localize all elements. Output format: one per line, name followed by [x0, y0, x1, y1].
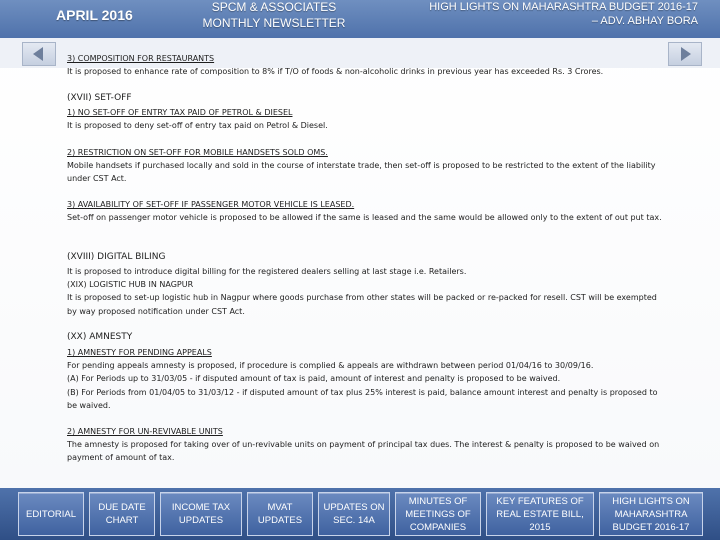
amnesty-item-1-point-a: (A) For Periods up to 31/03/05 - if disputed amount of tax is paid, amount of interest and penalty is proposed to be waived. [67, 374, 561, 384]
digital-billing-title: (XVIII) DIGITAL BILING [67, 252, 166, 262]
newsletter-date: APRIL 2016 [56, 7, 133, 23]
amnesty-item-1-point-b: (B) For Periods from 01/04/05 to 31/03/12 - if disputed amount of tax plus 25% interest is paid, balance amount interest and penalty is proposed to be waived. [67, 387, 658, 410]
nav-button-mvat-updates[interactable]: MVAT UPDATES [247, 492, 313, 536]
composition-text: It is proposed to enhance rate of composition to 8% if T/O of foods & non-alcoholic drinks in previous year has exceeded Rs. 3 Crores. [67, 67, 604, 77]
topic-title: HIGH LIGHTS ON MAHARASHTRA BUDGET 2016-17 [429, 1, 698, 13]
setoff-item-1-text: It is proposed to deny set-off of entry tax paid on Petrol & Diesel. [67, 121, 328, 131]
digital-billing-section [67, 265, 667, 318]
newsletter-label: MONTHLY NEWSLETTER [202, 16, 346, 30]
arrow-right-icon [681, 47, 691, 61]
nav-button-editorial[interactable]: EDITORIAL [18, 492, 84, 536]
page-topic [364, 0, 698, 28]
setoff-item-3-text: Set-off on passenger motor vehicle is proposed to be allowed if the same is leased and the same would be allowed only to the extent of out put tax. [67, 213, 662, 223]
nav-button-real-estate-bill[interactable]: KEY FEATURES OF REAL ESTATE BILL, 2015 [486, 492, 594, 536]
arrow-left-icon [33, 47, 43, 61]
composition-heading: 3) COMPOSITION FOR RESTAURANTS [67, 54, 215, 63]
next-page-button[interactable] [668, 42, 702, 66]
logistic-hub-title: (XIX) LOGISTIC HUB IN NAGPUR [67, 280, 194, 290]
nav-button-minutes-of-meetings[interactable]: MINUTES OF MEETINGS OF COMPANIES [395, 492, 481, 536]
amnesty-item-2-heading: 2) AMNESTY FOR UN-REVIVABLE UNITS [67, 427, 223, 436]
setoff-item-2-heading: 2) RESTRICTION ON SET-OFF FOR MOBILE HANDSETS SOLD OMS. [67, 148, 328, 157]
setoff-item-3-heading: 3) AVAILABILITY OF SET-OFF IF PASSENGER MOTOR VEHICLE IS LEASED. [67, 200, 355, 209]
previous-page-button[interactable] [22, 42, 56, 66]
amnesty-item-2 [67, 425, 667, 465]
setoff-title: (XVII) SET-OFF [67, 93, 132, 103]
firm-title [196, 0, 352, 31]
setoff-item-3 [67, 198, 667, 224]
nav-button-sec-14a[interactable]: UPDATES ON SEC. 14A [318, 492, 390, 536]
logistic-hub-text: It is proposed to set-up logistic hub in Nagpur where goods purchase from other states will be packed or re-packed for resell. CST will be exempted by way proposed notification under CST Act. [67, 293, 657, 316]
setoff-item-1 [67, 106, 667, 132]
amnesty-item-1-text: For pending appeals amnesty is proposed, if procedure is complied & appeals are withdrawn between period 01/04/16 to 30/09/16. [67, 361, 594, 371]
firm-name: SPCM & ASSOCIATES [211, 0, 337, 14]
composition-section [67, 52, 667, 78]
digital-billing-text: It is proposed to introduce digital billing for the registered dealers selling at last stage i.e. Retailers. [67, 267, 467, 276]
nav-button-income-tax-updates[interactable]: INCOME TAX UPDATES [160, 492, 242, 536]
amnesty-title: (XX) AMNESTY [67, 332, 133, 342]
setoff-item-2 [67, 146, 667, 186]
nav-button-due-date-chart[interactable]: DUE DATE CHART [89, 492, 155, 536]
amnesty-item-2-text: The amnesty is proposed for taking over of un-revivable units on payment of principal tax dues. The interest & penalty is proposed to be waived on payment of amount of tax. [67, 440, 660, 463]
setoff-item-1-heading: 1) NO SET-OFF OF ENTRY TAX PAID OF PETROL & DIESEL [67, 108, 293, 117]
nav-button-maharashtra-budget[interactable]: HIGH LIGHTS ON MAHARASHTRA BUDGET 2016-17 [599, 492, 703, 536]
setoff-item-2-text: Mobile handsets if purchased locally and sold in the course of interstate trade, then set-off is proposed to be restricted to the extent of the liability under CST Act. [67, 161, 656, 184]
amnesty-item-1-heading: 1) AMNESTY FOR PENDING APPEALS [67, 348, 212, 357]
amnesty-item-1 [67, 346, 667, 412]
topic-author: – ADV. ABHAY BORA [591, 15, 698, 27]
